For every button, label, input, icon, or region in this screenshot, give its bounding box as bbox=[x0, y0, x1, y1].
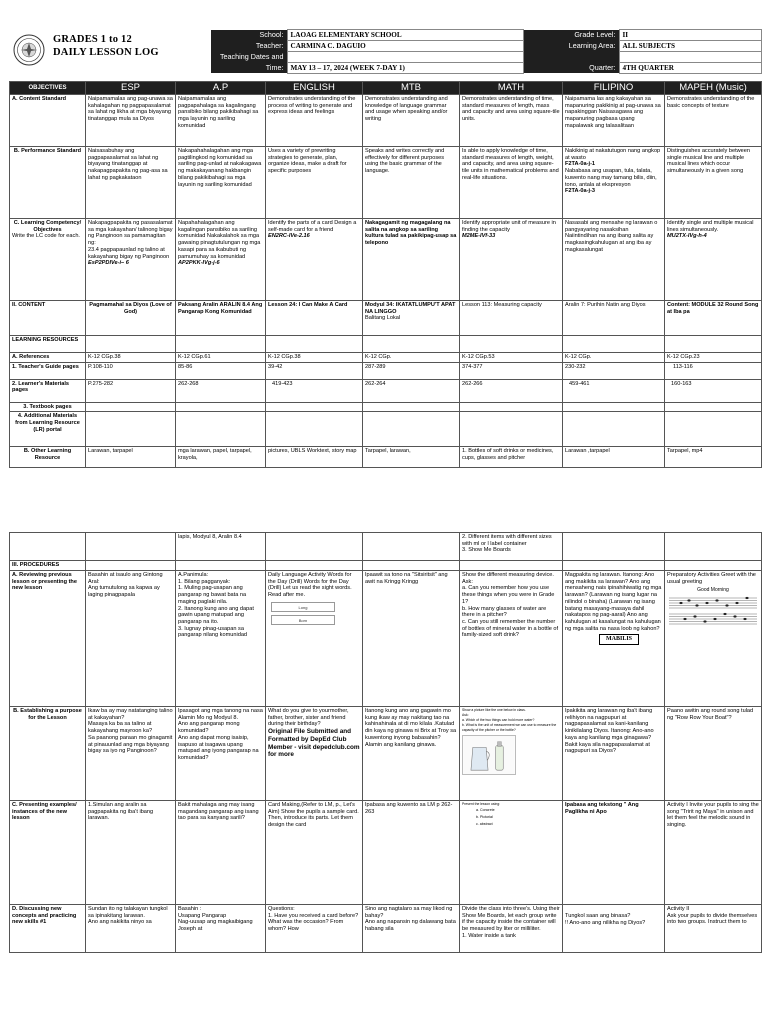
cell-mtb: Tarpapel, larawan, bbox=[363, 447, 460, 468]
cell-filipino: Naipamama las ang kakayahan sa mapanuring pakikinig at pag-unawa sa napakinggan Naisasagawa ang mapanuring pagbasa upang mapalawak ang talasalitaan bbox=[563, 95, 665, 147]
cell-blank bbox=[176, 412, 266, 447]
header-meta-table bbox=[211, 29, 762, 74]
cell-blank bbox=[176, 561, 266, 571]
cell-blank bbox=[10, 533, 86, 561]
filipino-code-2: F2TA-0a-j-3 bbox=[565, 188, 596, 195]
cell-mtb: Speaks and writes correctly and effectively for different purposes using the basic grammar of the language. bbox=[363, 147, 460, 219]
cell-mapeh: Activity I Invite your pupils to sing the song "Tririt ng Maya" in unison and let them feel the melodic sound in singing. bbox=[665, 801, 762, 905]
col-ap: A.P bbox=[176, 82, 266, 95]
learners-materials-row bbox=[10, 379, 762, 402]
lesson-log-table-page-2 bbox=[9, 532, 762, 953]
cell-blank bbox=[86, 336, 176, 353]
cell-filipino bbox=[563, 147, 665, 219]
cell-esp: Basahin at isaulo ang Gintong Aral: Ang tumutulong sa kapwa ay laging pinagpapala bbox=[86, 571, 176, 707]
lesson-log-table-page-1 bbox=[9, 81, 762, 468]
cell-ap: A.Panimula: 1. Bilang pagganyak: 1. Muling pag-usapan ang pangarap ng bawat bata na maging paglaki nila. 2. Itanong kung ano ang dapat gawin upang matupad ang pangarap na ito. 3. Iugnay pinag-usapan sa pangarap nilang komunidad bbox=[176, 571, 266, 707]
row-label-procedures: III. PROCEDURES bbox=[10, 561, 86, 571]
cell-esp: Pagmamahal sa Diyos (Love of God) bbox=[86, 301, 176, 336]
cell-english: Lesson 24: I Can Make A Card bbox=[266, 301, 363, 336]
cell-esp: Naisasabuhay ang pagpapasalamat sa lahat ng biyayang tinatanggap at nakapagpapakita ng pag-asa sa lahat ng pagkakataon bbox=[86, 147, 176, 219]
cell-english: 419-423 bbox=[266, 379, 363, 402]
mtb-module-sub: Balitang Lokal bbox=[365, 315, 401, 322]
cell-blank bbox=[176, 336, 266, 353]
cell-esp: P.108-110 bbox=[86, 362, 176, 379]
cell-math bbox=[460, 707, 563, 801]
learning-resources-row bbox=[10, 336, 762, 353]
reviewing-row bbox=[10, 571, 762, 707]
sight-word-card: Born bbox=[271, 615, 335, 625]
teacher-label: Teacher: bbox=[211, 41, 287, 52]
cell-filipino bbox=[563, 571, 665, 707]
cell-blank bbox=[460, 402, 563, 412]
cell-blank bbox=[86, 402, 176, 412]
mapeh-code: MU2TX-IVg-h-4 bbox=[667, 233, 707, 240]
grade-value: II bbox=[619, 30, 761, 41]
cell-mtb: Demonstrates understanding and knowledge of language grammar and usage when speaking and/or writing bbox=[363, 95, 460, 147]
math-carry-2: 3. Show Me Boards bbox=[462, 547, 511, 554]
content-row bbox=[10, 301, 762, 336]
cell-blank bbox=[266, 561, 363, 571]
cell-english: 39-42 bbox=[266, 362, 363, 379]
carry-over-row bbox=[10, 533, 762, 561]
list-item: a. Concrete bbox=[476, 808, 495, 812]
row-label-reviewing: A. Reviewing previous lesson or presenting the new lesson bbox=[10, 571, 86, 707]
cell-filipino: K-12 CGp. bbox=[563, 353, 665, 363]
cell-blank bbox=[563, 533, 665, 561]
cell-math: 374-377 bbox=[460, 362, 563, 379]
row-label-presenting: C. Presenting examples/ instances of the new lesson bbox=[10, 801, 86, 905]
row-label-competency bbox=[10, 219, 86, 301]
cell-english: Questions: 1. Have you received a card before? What was the occasion? From whom? How bbox=[266, 905, 363, 953]
cell-mapeh: Activity II Ask your pupils to divide themselves into two groups. Instruct them to bbox=[665, 905, 762, 953]
teacher-value: CARMINA C. DAGUIO bbox=[287, 41, 523, 52]
cell-mapeh: K-12 CGp.23 bbox=[665, 353, 762, 363]
col-filipino: FILIPINO bbox=[563, 82, 665, 95]
cell-mapeh: 113-116 bbox=[665, 362, 762, 379]
cell-mapeh: Tarpapel, mp4 bbox=[665, 447, 762, 468]
row-label-other-resources: B. Other Learning Resource bbox=[10, 447, 86, 468]
row-label-discussing: D. Discussing new concepts and practicing new skills #1 bbox=[10, 905, 86, 953]
cell-mtb: Itanong kung ano ang gagawin mo kung ikaw ay may nakitang tao na kahinahinala at di mo kilala .Katulad din kaya ng ginawa ni Brix at Troy sa kuwentong inyong babasahin? Alamin ang kanilang ginawa. bbox=[363, 707, 460, 801]
cell-english bbox=[266, 707, 363, 801]
cell-math: 1. Bottles of soft drinks or medicines, cups, glasses and pitcher bbox=[460, 447, 563, 468]
cell-mtb: 262-264 bbox=[363, 379, 460, 402]
cell-blank bbox=[665, 412, 762, 447]
filipino-standard-text: Nakikinig at nakatutugon nang angkop at wasto bbox=[565, 148, 661, 161]
cell-esp: Ikaw ba ay may natatanging talino at kakayahan? Masaya ka ba sa talino at kakayahang mayroon ka? Sa paanong paraan mo ginagamit at pinauunlad ang mga biyayang bigay sa iyo ng Panginoon? bbox=[86, 707, 176, 801]
cell-blank bbox=[86, 412, 176, 447]
row-label-additional-materials: 4. Additional Materials from Learning Resource (LR) portal bbox=[10, 412, 86, 447]
row-label-performance-standard: B. Performance Standard bbox=[10, 147, 86, 219]
references-row bbox=[10, 353, 762, 363]
cell-filipino: Nasasabi ang mensahe ng larawan o pangyayaring nasaksihan Naiintindihan na ang ibang salita ay magkasingkahulugan at ang iba ay magkasalungat bbox=[563, 219, 665, 301]
cell-mapeh: Paano awitin ang round song tulad ng "Row Row Your Boat"? bbox=[665, 707, 762, 801]
filipino-code: F2TA-0a-j-1 bbox=[565, 161, 596, 168]
textbook-row bbox=[10, 402, 762, 412]
mtb-module: Modyul 34: IKATATLUMPU'T APAT NA LINGGO bbox=[365, 302, 456, 315]
dates-value: MAY 13 – 17, 2024 (WEEK 7-DAY 1) bbox=[287, 62, 523, 73]
row-label-teachers-guide: 1. Teacher's Guide pages bbox=[10, 362, 86, 379]
cell-filipino: Tungkol saan ang binasa? !! Ano-ano ang nilikha ng Diyos? bbox=[563, 905, 665, 953]
cell-blank bbox=[266, 336, 363, 353]
cell-math bbox=[460, 219, 563, 301]
content-standard-row bbox=[10, 95, 762, 147]
cell-english: pictures, UBLS Worktext, story map bbox=[266, 447, 363, 468]
mapeh-review-text: Preparatory Activities Greet with the usual greeting bbox=[667, 572, 756, 585]
row-label-content-standard: A. Content Standard bbox=[10, 95, 86, 147]
cell-mtb bbox=[363, 301, 460, 336]
cell-blank bbox=[363, 533, 460, 561]
cell-ap bbox=[176, 219, 266, 301]
cell-mtb: Ipabasa ang kuwento sa LM p 262-263 bbox=[363, 801, 460, 905]
cell-math: 262-266 bbox=[460, 379, 563, 402]
cell-english: K-12 CGp.38 bbox=[266, 353, 363, 363]
cell-english bbox=[266, 571, 363, 707]
cell-blank bbox=[460, 412, 563, 447]
quarter-value: 4TH QUARTER bbox=[619, 62, 761, 73]
math-carry-1: 2. Different items with different sizes with ml or l label container bbox=[462, 534, 552, 547]
quarter-label-spacer bbox=[523, 52, 619, 63]
cell-mtb: Sino ang nagtalaro sa may likod ng bahay? Ano ang napansin ng dalawang bata habang sila bbox=[363, 905, 460, 953]
cell-math: Lesson 113: Measuring capacity bbox=[460, 301, 563, 336]
presenting-row bbox=[10, 801, 762, 905]
filipino-standard-text-2: Nababasa ang usapan, tula, talata, kuwento nang may tamang bilis, diin, tono, antala at ekspresyon bbox=[565, 168, 657, 188]
col-objectives: OBJECTIVES bbox=[10, 82, 86, 95]
row-label-purpose: B. Establishing a purpose for the Lesson bbox=[10, 707, 86, 801]
row-label-learning-resources: LEARNING RESOURCES bbox=[10, 336, 86, 353]
cell-esp: P.275-282 bbox=[86, 379, 176, 402]
row-label-content: II. CONTENT bbox=[10, 301, 86, 336]
cell-math: Show the different measuring device. Ask: a. Can you remember how you use these things when you were in Grade 1? b. How many glasses of water are there in a pitcher? c. Can you still remember the number of bottles of mineral water in a bottle of family-sized soft drink? bbox=[460, 571, 563, 707]
cell-blank bbox=[563, 402, 665, 412]
dates-blank bbox=[287, 52, 523, 63]
teachers-guide-row bbox=[10, 362, 762, 379]
cell-ap: 85-86 bbox=[176, 362, 266, 379]
quarter-blank bbox=[619, 52, 761, 63]
col-english: ENGLISH bbox=[266, 82, 363, 95]
cell-blank bbox=[363, 336, 460, 353]
dates-label: Teaching Dates and bbox=[211, 52, 287, 63]
cell-ap: lapis, Modyul 8, Aralin 8.4 bbox=[176, 533, 266, 561]
cell-ap: Bakit mahalaga ang may isang magandang pangarap ang isang tao para sa kanyang sarili? bbox=[176, 801, 266, 905]
row-label-textbook: 3. Textbook pages bbox=[10, 402, 86, 412]
document-title bbox=[53, 29, 213, 71]
competency-row bbox=[10, 219, 762, 301]
cell-english bbox=[266, 219, 363, 301]
cell-blank bbox=[563, 336, 665, 353]
cell-mapeh: 160-163 bbox=[665, 379, 762, 402]
cell-mtb: Nakagagamit ng magagalang na salita na angkop sa sariling kultura tulad sa pakikipag-usap sa telepono bbox=[363, 219, 460, 301]
cell-ap: Nakapahahalagahan ang mga pagtilingkod ng komunidad sa sariling pag-unlad at nakakagawa ng makakayanang hakbangin bilang pakikibahagi sa mga layunin ng sariling komunidad bbox=[176, 147, 266, 219]
math-competency: Identify appropriate unit of measure in finding the capacity bbox=[462, 220, 556, 233]
grade-label: Grade Level: bbox=[523, 30, 619, 41]
cell-blank bbox=[665, 561, 762, 571]
cell-ap: mga larawan, papel, tarpapel, krayola, bbox=[176, 447, 266, 468]
column-header-row bbox=[10, 82, 762, 95]
cell-filipino: 230-232 bbox=[563, 362, 665, 379]
learning-area-label: Learning Area: bbox=[523, 41, 619, 52]
deped-seal-icon bbox=[13, 34, 45, 66]
additional-materials-row bbox=[10, 412, 762, 447]
list-item: c. abstract bbox=[476, 822, 493, 826]
row-label-learners-materials: 2. Learner's Materials pages bbox=[10, 379, 86, 402]
cell-blank bbox=[266, 533, 363, 561]
cell-blank bbox=[176, 402, 266, 412]
title-line-1: GRADES 1 to 12 bbox=[53, 34, 132, 45]
cell-ap: Paksang Aralin ARALIN 8.4 Ang Pangarap Kong Komunidad bbox=[176, 301, 266, 336]
math-approach-list bbox=[476, 807, 560, 828]
english-review-text: Daily Language Activity Words for the Day (Drill) Words for the Day (Drill) Let us read the sight words. Read after me. bbox=[268, 572, 352, 599]
learning-area-value: ALL SUBJECTS bbox=[619, 41, 761, 52]
cell-mtb: Ipaawit sa tono na "Sitsiritsit" ang awit na Kringg Kringg bbox=[363, 571, 460, 707]
cell-filipino: 459-461 bbox=[563, 379, 665, 402]
competency-note: Write the LC code for each. bbox=[12, 233, 80, 240]
song-title: Good Morning bbox=[697, 587, 729, 594]
list-item: b. Pictorial bbox=[476, 815, 493, 819]
cell-blank bbox=[86, 533, 176, 561]
cell-math: Is able to apply knowledge of time, standard measures of length, weight, and capacity, and area using square-tile units in mathematical problems and real-life situations. bbox=[460, 147, 563, 219]
title-line-2: DAILY LESSON LOG bbox=[53, 47, 159, 58]
procedures-row bbox=[10, 561, 762, 571]
cell-blank bbox=[266, 412, 363, 447]
sight-word-card: Long bbox=[271, 602, 335, 612]
english-purpose-text: What do you give to yourmother, father, brother, sister and friend during their birthday? bbox=[268, 708, 349, 728]
cell-ap: Ipasagot ang mga tanong na nasa Alamin Mo ng Modyul 8. Ano ang pangarap mong komunidad? Ano ang dapat mong isaisip, isapuso at isagawa upang matupad ang iyong pangarap na komunidad? bbox=[176, 707, 266, 801]
esp-code: EsP2PDIVe-i– 6 bbox=[88, 260, 129, 267]
cell-math bbox=[460, 801, 563, 905]
cell-esp: Sundan ito ng talakayan tungkol sa ipinakitang larawan. Ano ang nakikita ninyo sa bbox=[86, 905, 176, 953]
row-label-references: A. References bbox=[10, 353, 86, 363]
purpose-row bbox=[10, 707, 762, 801]
cell-mtb: 287-289 bbox=[363, 362, 460, 379]
cell-esp: 1.Simulan ang aralin sa pagpapakita ng iba't ibang larawan. bbox=[86, 801, 176, 905]
word-box-sticker: MABILIS bbox=[599, 634, 639, 645]
cell-blank bbox=[460, 561, 563, 571]
english-competency: Identify the parts of a card Design a self-made card for a friend bbox=[268, 220, 357, 233]
col-mapeh: MAPEH (Music) bbox=[665, 82, 762, 95]
cell-mapeh bbox=[665, 219, 762, 301]
cell-math: K-12 CGp.53 bbox=[460, 353, 563, 363]
pitcher-bottle-picture-icon bbox=[462, 735, 516, 775]
quarter-label: Quarter: bbox=[523, 62, 619, 73]
document-header bbox=[9, 29, 761, 71]
math-purpose-text: Show a picture like the one below in class. Ask: a. Which of the two things can hold more water? b. What is the unit of measurement we can use to measure the capacity of the pitcher or the bottle? bbox=[462, 708, 557, 732]
cell-mtb: K-12 CGp. bbox=[363, 353, 460, 363]
cell-english: Uses a variety of prewriting strategies to generate, plan, organize ideas, make a draft for specific purposes bbox=[266, 147, 363, 219]
cell-blank bbox=[363, 402, 460, 412]
cell-blank bbox=[363, 561, 460, 571]
depedclub-note: Original File Submitted and Formatted by DepEd Club Member - visit depedclub.com for more bbox=[268, 728, 360, 759]
cell-math: Divide the class into three's. Using their Show Me Boards, let each group write if the capacity inside the container will be measured by liter or milliliter. 1. Water inside a tank bbox=[460, 905, 563, 953]
cell-esp: Naipamamalas ang pag-unawa sa kahalagahan ng pagpapasalamat sa lahat ng likha at mga biyayang tinatanggap mula sa Diyos bbox=[86, 95, 176, 147]
cell-mapeh: Distinguishes accurately between single musical line and multiple musical lines which occur simultaneously in a given song bbox=[665, 147, 762, 219]
discussing-row bbox=[10, 905, 762, 953]
cell-esp bbox=[86, 219, 176, 301]
cell-blank bbox=[266, 402, 363, 412]
school-label: School: bbox=[211, 30, 287, 41]
other-resources-row bbox=[10, 447, 762, 468]
cell-blank bbox=[665, 402, 762, 412]
cell-filipino: Ipakikita ang larawan ng iba't ibang relihiyon na nagpupuri at nagpapasalamat sa kani-kanilang kinikilalang Diyos. Itanong: Ano-ano kaya ang kanilang mga ginagawa? Bakit kaya sila nagpapasalamat at nagpupuri sa Diyos? bbox=[563, 707, 665, 801]
cell-blank bbox=[460, 336, 563, 353]
time-label: Time: bbox=[211, 62, 287, 73]
cell-english: Card Making,(Refer to LM, p., Let's Aim) Show the pupils a sample card. Then, introduce its parts. Let them design the card bbox=[266, 801, 363, 905]
cell-ap: Naipamamalas ang pagpapahalaga sa kagalingang pansibiko bilang pakikibahagi sa mga layunin ng sariling komunidad bbox=[176, 95, 266, 147]
music-sheet bbox=[667, 587, 759, 630]
music-staff-icon bbox=[667, 594, 759, 628]
cell-blank bbox=[563, 561, 665, 571]
english-code: EN2RC-IVe-2.16 bbox=[268, 233, 310, 240]
cell-mapeh: Content: MODULE 32 Round Song at Iba pa bbox=[665, 301, 762, 336]
mapeh-competency: Identify single and multiple musical lines simultaneously. bbox=[667, 220, 754, 233]
cell-ap: 262-268 bbox=[176, 379, 266, 402]
cell-blank bbox=[665, 336, 762, 353]
filipino-review-text: Magpakita ng larawan. Itanong: Ano ang makikita sa larawan? Ano ang mensaheng nais ipinahihiwatig ng mga larawan? (Larawan ng isang lugar na nilindol o binaha) (Larawan ng isang batang masayang-masaya dahil nakatapos ng pag-aaral) Ano ang kahulugan at kasalungat na kahulugan ng mga salita na nasa loob ng kahon? bbox=[565, 572, 662, 632]
ap-competency: Napahahalagahan ang kagalingan pansibiko sa sariling komunidad Nakakalahok sa mga gawaing pinagtutulungan ng mga kasapi para sa ikabubuti ng pamumuhay sa komunidad bbox=[178, 220, 261, 260]
cell-mapeh: Demonstrates understanding of the basic concepts of texture bbox=[665, 95, 762, 147]
col-math: MATH bbox=[460, 82, 563, 95]
col-esp: ESP bbox=[86, 82, 176, 95]
col-mtb: MTB bbox=[363, 82, 460, 95]
cell-blank bbox=[563, 412, 665, 447]
cell-filipino: Aralin 7: Purihin Natin ang Diyos bbox=[563, 301, 665, 336]
math-present-text: Present the lesson using: bbox=[462, 802, 501, 806]
cell-math bbox=[460, 533, 563, 561]
cell-english: Demonstrates understanding of the process of writing to generate and express ideas and feelings bbox=[266, 95, 363, 147]
esp-competency: Nakapagpapakita ng pasasalamat sa mga kakayahan/ talinong bigay ng Panginoon sa pamamagitan ng: 23.4 pagpapaunlad ng talino at kakayahang bigay ng Panginoon bbox=[88, 220, 173, 260]
cell-ap: K-12 CGp.61 bbox=[176, 353, 266, 363]
school-value: LAOAG ELEMENTARY SCHOOL bbox=[287, 30, 523, 41]
ap-code: AP2PKK-IVg-j-6 bbox=[178, 260, 220, 267]
cell-mapeh bbox=[665, 571, 762, 707]
cell-esp: K-12 CGp.38 bbox=[86, 353, 176, 363]
cell-blank bbox=[86, 561, 176, 571]
cell-esp: Larawan, tarpapel bbox=[86, 447, 176, 468]
performance-standard-row bbox=[10, 147, 762, 219]
cell-ap: Basahin : Usapang Pangarap Nag-uusap ang magkaibigang Joseph at bbox=[176, 905, 266, 953]
math-code: M2ME-IVf-33 bbox=[462, 233, 496, 240]
cell-filipino: Ipabasa ang tekstong " Ang Paglikha ni Apo bbox=[563, 801, 665, 905]
competency-label: C. Learning Competency/ Objectives bbox=[13, 220, 82, 233]
cell-filipino: Larawan ,tarpapel bbox=[563, 447, 665, 468]
cell-blank bbox=[363, 412, 460, 447]
cell-blank bbox=[665, 533, 762, 561]
cell-math: Demonstrates understanding of time, standard measures of length, mass and capacity and area using square-tile units. bbox=[460, 95, 563, 147]
